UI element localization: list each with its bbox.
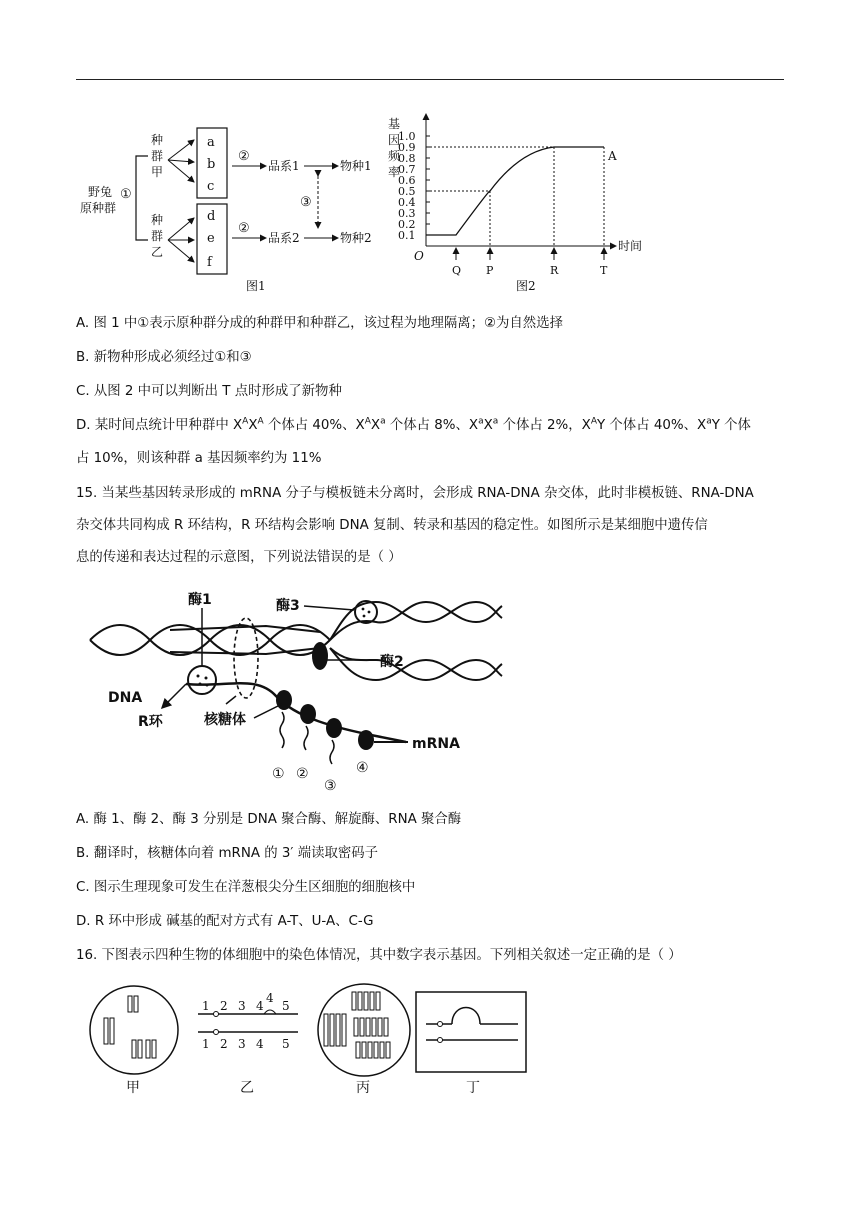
source-population-line2: 原种群	[80, 201, 117, 215]
chain-2-label: ②	[296, 766, 309, 782]
label-bing: 丙	[356, 1080, 370, 1096]
dna-label: DNA	[108, 690, 143, 706]
q14-option-b: B. 新物种形成必须经过①和③	[76, 350, 252, 365]
svg-text:2: 2	[220, 1037, 228, 1051]
group-c: c	[207, 179, 215, 194]
step-2-label-bottom: ②	[238, 221, 250, 236]
svg-text:1: 1	[202, 1037, 210, 1051]
ribosome-2	[300, 704, 316, 724]
q15-option-a: A. 酶 1、酶 2、酶 3 分别是 DNA 聚合酶、解旋酶、RNA 聚合酶	[76, 812, 462, 827]
source-population-line1: 野兔	[88, 185, 113, 199]
svg-text:2: 2	[220, 999, 228, 1013]
chain-4-label: ④	[356, 760, 369, 776]
x-tick-label: R	[550, 264, 559, 277]
svg-text:4: 4	[256, 1037, 264, 1051]
group-a: a	[207, 135, 215, 150]
q14-option-d-cont: 占 10%，则该种群 a 基因频率约为 11%	[76, 451, 322, 466]
rloop-label: R环	[138, 714, 163, 730]
label-ding: 丁	[466, 1080, 480, 1096]
q16-chromosome-figures	[80, 984, 540, 1100]
step-1-label: ①	[120, 187, 132, 202]
svg-text:乙: 乙	[151, 245, 164, 259]
group-e: e	[207, 231, 215, 246]
ribosome-4	[358, 730, 374, 750]
svg-text:5: 5	[282, 1037, 290, 1051]
q14-option-a: A. 图 1 中①表示原种群分成的种群甲和种群乙，该过程为地理隔离；②为自然选择	[76, 316, 563, 331]
y-axis-label-1: 基	[388, 117, 401, 131]
ribosome-3	[326, 718, 342, 738]
enzyme-3-label: 酶3	[276, 598, 300, 614]
svg-text:3: 3	[238, 999, 246, 1013]
svg-text:种: 种	[151, 213, 164, 227]
enzyme-1-shape	[188, 666, 216, 694]
group-b: b	[207, 157, 216, 172]
figure-1-diagram	[76, 120, 372, 300]
x-axis-label: 时间	[618, 239, 643, 253]
x-tick-label: P	[486, 264, 494, 277]
mrna-label: mRNA	[412, 736, 460, 752]
y-tick-label: 1.0	[398, 130, 416, 143]
q16-stem: 16. 下图表示四种生物的体细胞中的染色体情况，其中数字表示基因。下列相关叙述一定正确的是（ ）	[76, 948, 682, 963]
q14-option-c: C. 从图 2 中可以判断出 T 点时形成了新物种	[76, 384, 342, 399]
figure-2-chart	[384, 110, 654, 300]
chain-3-label: ③	[324, 778, 337, 794]
y-tick-label: 0.7	[398, 163, 416, 176]
enzyme-3-shape	[355, 601, 377, 623]
enzyme-1-label: 酶1	[188, 592, 212, 608]
chain-1-label: ①	[272, 766, 285, 782]
header-rule	[76, 79, 784, 80]
x-tick-label: T	[600, 264, 608, 277]
y-axis-label-3: 频	[388, 149, 401, 163]
svg-text:甲: 甲	[151, 165, 164, 179]
q15-stem-line-3: 息的传递和表达过程的示意图，下列说法错误的是（ ）	[76, 550, 402, 565]
step-2-label-top: ②	[238, 149, 250, 164]
y-tick-label: 0.5	[398, 185, 416, 198]
cell-ding	[416, 992, 526, 1072]
label-jia: 甲	[126, 1080, 140, 1096]
svg-text:种: 种	[151, 133, 164, 147]
svg-text:4: 4	[266, 991, 274, 1005]
q15-stem-line-2: 杂交体共同构成 R 环结构，R 环结构会影响 DNA 复制、转录和基因的稳定性。如图所示是某细胞中遗传信	[76, 518, 708, 533]
y-tick-label: 0.2	[398, 218, 416, 231]
q14-option-d: D. 某时间点统计甲种群中 $X^AX^A$ 个体占 40%、$X^AX^a$ 个体占 8%、$X^aX^a$ 个体占 2%，$X^AY$ 个体占 40%、$X^aY$ 个体	[76, 416, 751, 433]
figure-2-caption: 图2	[516, 279, 536, 293]
svg-text:1: 1	[202, 999, 210, 1013]
origin-label: O	[414, 249, 424, 263]
y-tick-label: 0.9	[398, 141, 416, 154]
figure-1-caption: 图1	[246, 279, 266, 293]
series-label-A: A	[608, 149, 617, 163]
y-tick-label: 0.3	[398, 207, 416, 220]
y-tick-label: 0.8	[398, 152, 416, 165]
q15-rloop-diagram	[86, 588, 506, 808]
q15-option-d: D. R 环中形成 碱基的配对方式有 A-T、U-A、C-G	[76, 914, 374, 929]
q15-option-c: C. 图示生理现象可发生在洋葱根尖分生区细胞的细胞核中	[76, 880, 416, 895]
strain-2: 品系2	[268, 231, 300, 245]
q15-stem-line-1: 15. 当某些基因转录形成的 mRNA 分子与模板链未分离时，会形成 RNA-DNA 杂交体，此时非模板链、RNA-DNA	[76, 486, 754, 501]
y-tick-label: 0.6	[398, 174, 416, 187]
step-3-label: ③	[300, 195, 312, 210]
svg-text:5: 5	[282, 999, 290, 1013]
y-tick-label: 0.1	[398, 229, 416, 242]
svg-text:群: 群	[151, 229, 164, 243]
q15-option-b: B. 翻译时，核糖体向着 mRNA 的 3′ 端读取密码子	[76, 846, 379, 861]
species-1: 物种1	[340, 159, 372, 173]
enzyme-2-shape	[312, 642, 328, 670]
y-axis-label-2: 因	[388, 133, 401, 147]
group-d: d	[207, 209, 216, 224]
ribosome-1	[276, 690, 292, 710]
x-tick-label: Q	[452, 264, 462, 277]
strain-1: 品系1	[268, 159, 300, 173]
species-2: 物种2	[340, 231, 372, 245]
group-f: f	[207, 255, 212, 270]
label-yi: 乙	[240, 1080, 254, 1096]
ribosome-label: 核糖体	[204, 712, 246, 728]
enzyme-2-label: 酶2	[380, 654, 404, 670]
y-axis-label-4: 率	[388, 165, 401, 179]
gene-frequency-curve	[426, 147, 604, 235]
svg-text:3: 3	[238, 1037, 246, 1051]
rloop-dashed-ellipse	[234, 618, 258, 698]
svg-text:群: 群	[151, 149, 164, 163]
svg-text:4: 4	[256, 999, 264, 1013]
y-tick-label: 0.4	[398, 196, 416, 209]
